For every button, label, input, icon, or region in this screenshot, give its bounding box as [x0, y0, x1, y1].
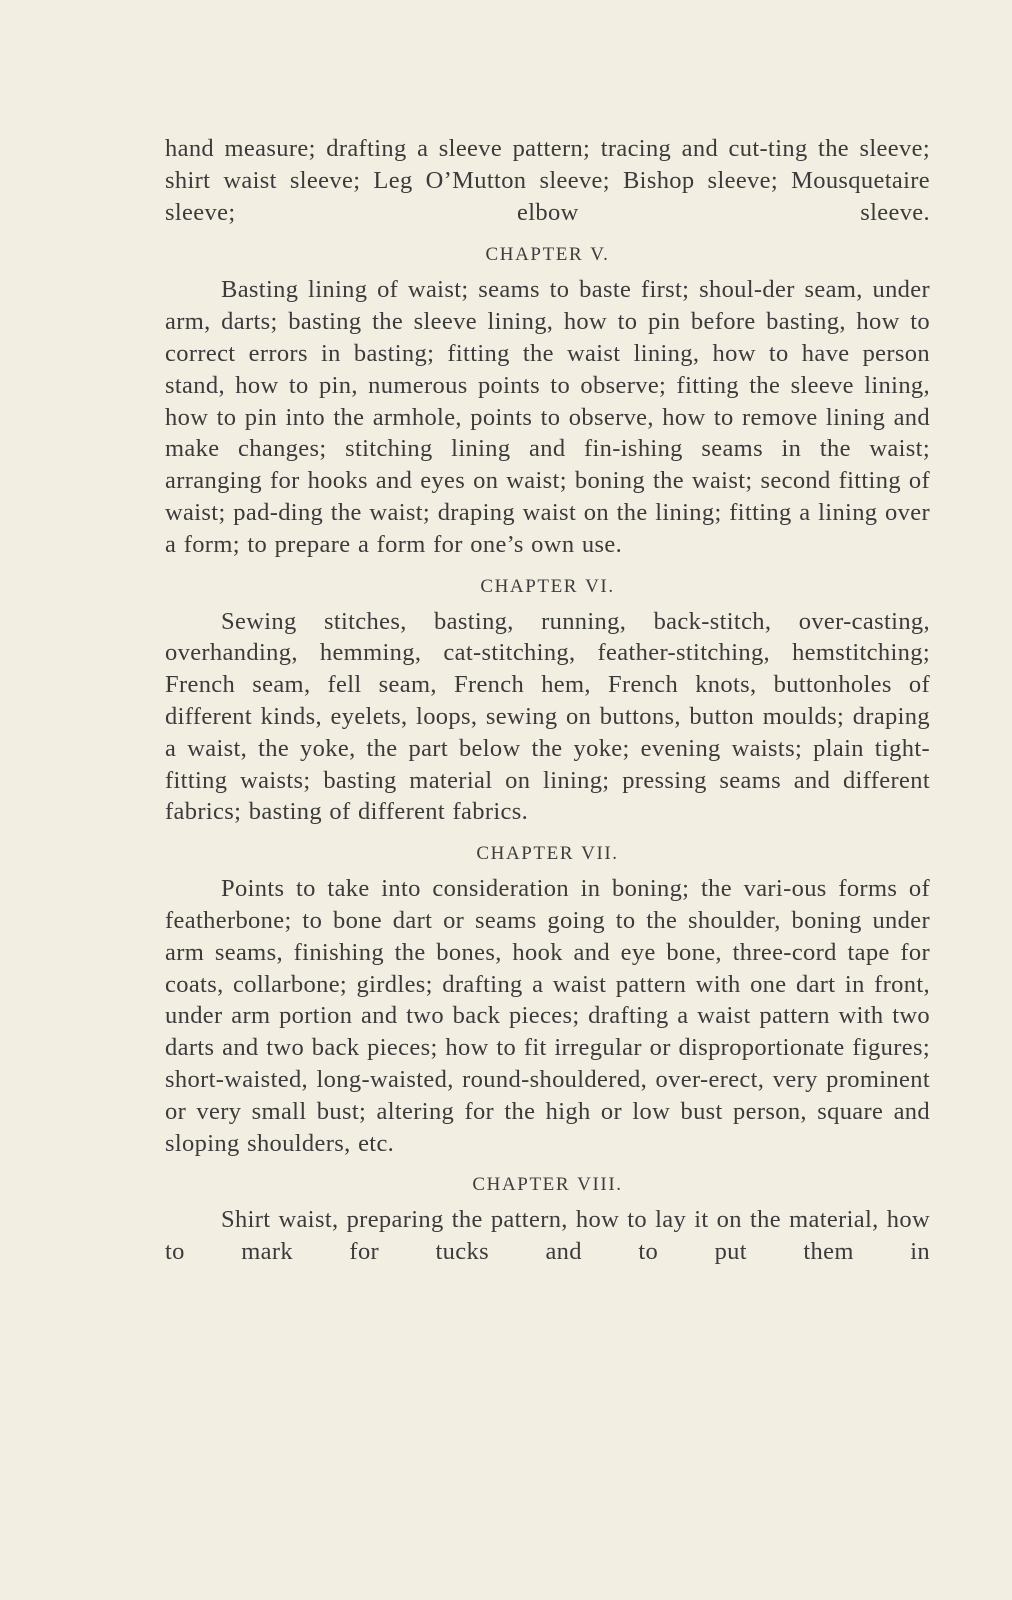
chapter-paragraph: Sewing stitches, basting, running, back-stitch, over-casting, overhanding, hemming, cat-stitching, feather-stitching, hemstitching; French seam, fell seam, French hem, French knots, buttonholes of different kinds, eyelets, loops, sewing on buttons, button moulds; draping a waist, the yoke, the part below the yoke; evening waists; plain tight-fitting waists; basting material on lining; pressing seams and different fabrics; basting of different fabrics. — [165, 607, 930, 826]
chapter-paragraph: Shirt waist, preparing the pattern, how to lay it on the material, how to mark for tucks and to put them in — [165, 1206, 930, 1266]
intro-paragraph: hand measure; drafting a sleeve pattern; tracing and cut-ting the sleeve; shirt waist sleeve; Leg O’Mutton sleeve; Bishop sleeve; Mousquetaire sleeve; elbow sleeve. — [165, 135, 930, 226]
chapter-paragraph: Points to take into consideration in boning; the vari-ous forms of featherbone; to bone dart or seams going to the shoulder, boning under arm seams, finishing the bones, hook and eye bone, three-cord tape for coats, collarbone; girdles; drafting a waist pattern with one dart in front, under arm portion and two back pieces; drafting a waist pattern with two darts and two back pieces; how to fit irregular or disproportionate figures; short-waisted, long-waisted, round-shouldered, over-erect, very prominent or very small bust; altering for the high or low bust person, square and sloping shoulders, etc. — [165, 875, 930, 1157]
chapter-heading: CHAPTER VI. — [480, 575, 615, 597]
chapter-paragraph: Basting lining of waist; seams to baste first; shoul-der seam, under arm, darts; basting the sleeve lining, how to pin before basting, how to correct errors in basting; fitting the waist lining, how to have person stand, how to pin, numerous points to observe; fitting the sleeve lining, how to pin into the armhole, points to observe, how to remove lining and make changes; stitching lining and fin-ishing seams in the waist; arranging for hooks and eyes on waist; boning the waist; second fitting of waist; pad-ding the waist; draping waist on the lining; fitting a lining over a form; to prepare a form for one’s own use. — [165, 276, 930, 558]
chapter-heading: CHAPTER VII. — [476, 843, 619, 865]
chapter-heading: CHAPTER VIII. — [472, 1174, 623, 1196]
text-column — [165, 133, 930, 1268]
chapter-heading: CHAPTER V. — [485, 244, 610, 266]
